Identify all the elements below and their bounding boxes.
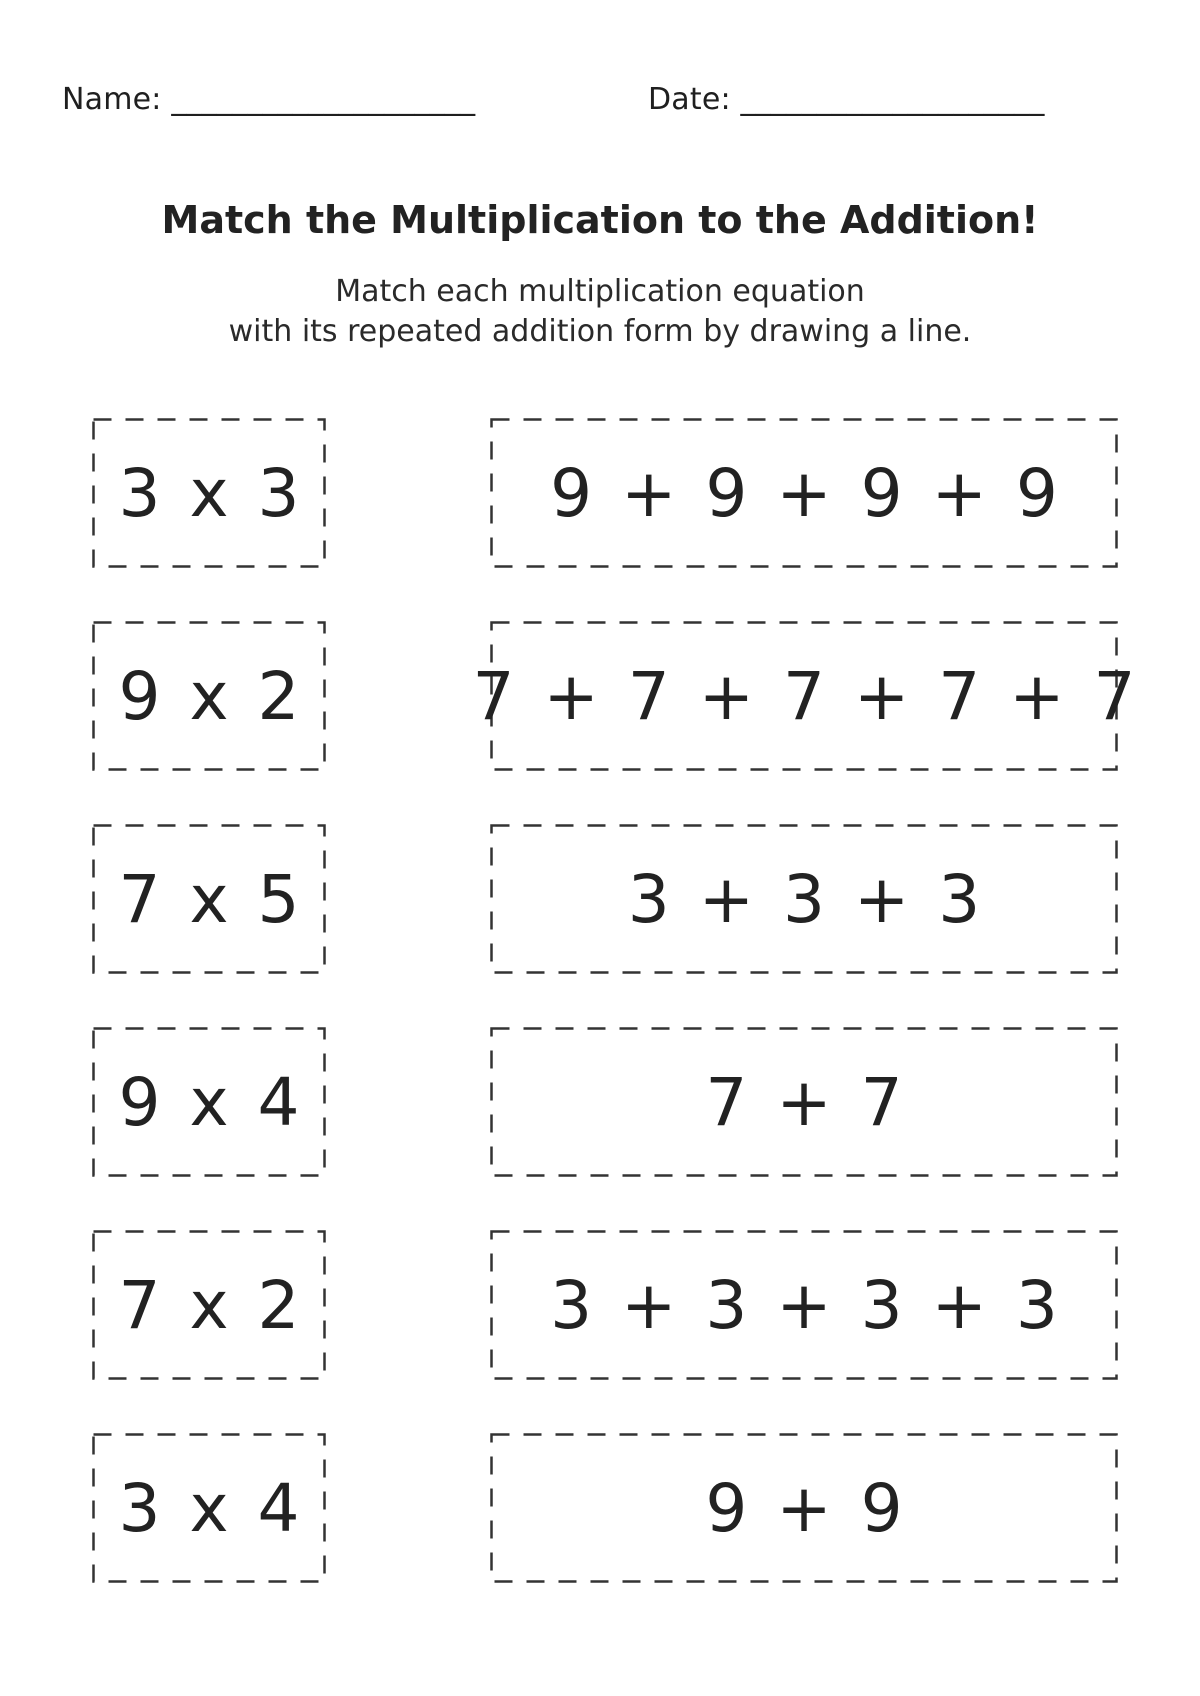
multiplication-box[interactable] bbox=[92, 1433, 326, 1583]
multiplication-box[interactable] bbox=[92, 418, 326, 568]
multiplication-box[interactable] bbox=[92, 1027, 326, 1177]
addition-equation: 9 + 9 + 9 + 9 bbox=[550, 454, 1058, 532]
date-field-label: Date: ____________________ bbox=[648, 82, 1045, 117]
addition-box[interactable] bbox=[490, 1433, 1118, 1583]
match-row bbox=[0, 1230, 1200, 1380]
addition-box[interactable] bbox=[472, 621, 1136, 771]
instruction-line-2: with its repeated addition form by drawing a line. bbox=[228, 314, 972, 349]
match-row bbox=[0, 824, 1200, 974]
multiplication-box[interactable] bbox=[92, 1230, 326, 1380]
match-row bbox=[0, 1433, 1200, 1583]
multiplication-equation: 3 x 3 bbox=[118, 454, 300, 532]
addition-box[interactable] bbox=[490, 1027, 1118, 1177]
multiplication-box[interactable] bbox=[92, 621, 326, 771]
addition-equation: 7 + 7 bbox=[705, 1063, 903, 1141]
addition-equation: 3 + 3 + 3 bbox=[627, 860, 981, 938]
name-field-label: Name: ____________________ bbox=[62, 82, 476, 117]
addition-box[interactable] bbox=[490, 418, 1118, 568]
match-row bbox=[0, 418, 1200, 568]
addition-equation: 7 + 7 + 7 + 7 + 7 bbox=[472, 657, 1136, 735]
multiplication-equation: 7 x 5 bbox=[118, 860, 300, 938]
multiplication-equation: 7 x 2 bbox=[118, 1266, 300, 1344]
addition-equation: 9 + 9 bbox=[705, 1469, 903, 1547]
multiplication-equation: 9 x 4 bbox=[118, 1063, 300, 1141]
worksheet-title: Match the Multiplication to the Addition! bbox=[161, 198, 1039, 242]
addition-box[interactable] bbox=[490, 1230, 1118, 1380]
multiplication-equation: 3 x 4 bbox=[118, 1469, 300, 1547]
match-row bbox=[0, 1027, 1200, 1177]
instruction-line-1: Match each multiplication equation bbox=[335, 274, 865, 309]
addition-box[interactable] bbox=[490, 824, 1118, 974]
addition-equation: 3 + 3 + 3 + 3 bbox=[550, 1266, 1058, 1344]
match-row bbox=[0, 621, 1200, 771]
multiplication-equation: 9 x 2 bbox=[118, 657, 300, 735]
multiplication-box[interactable] bbox=[92, 824, 326, 974]
instructions bbox=[0, 272, 1200, 352]
